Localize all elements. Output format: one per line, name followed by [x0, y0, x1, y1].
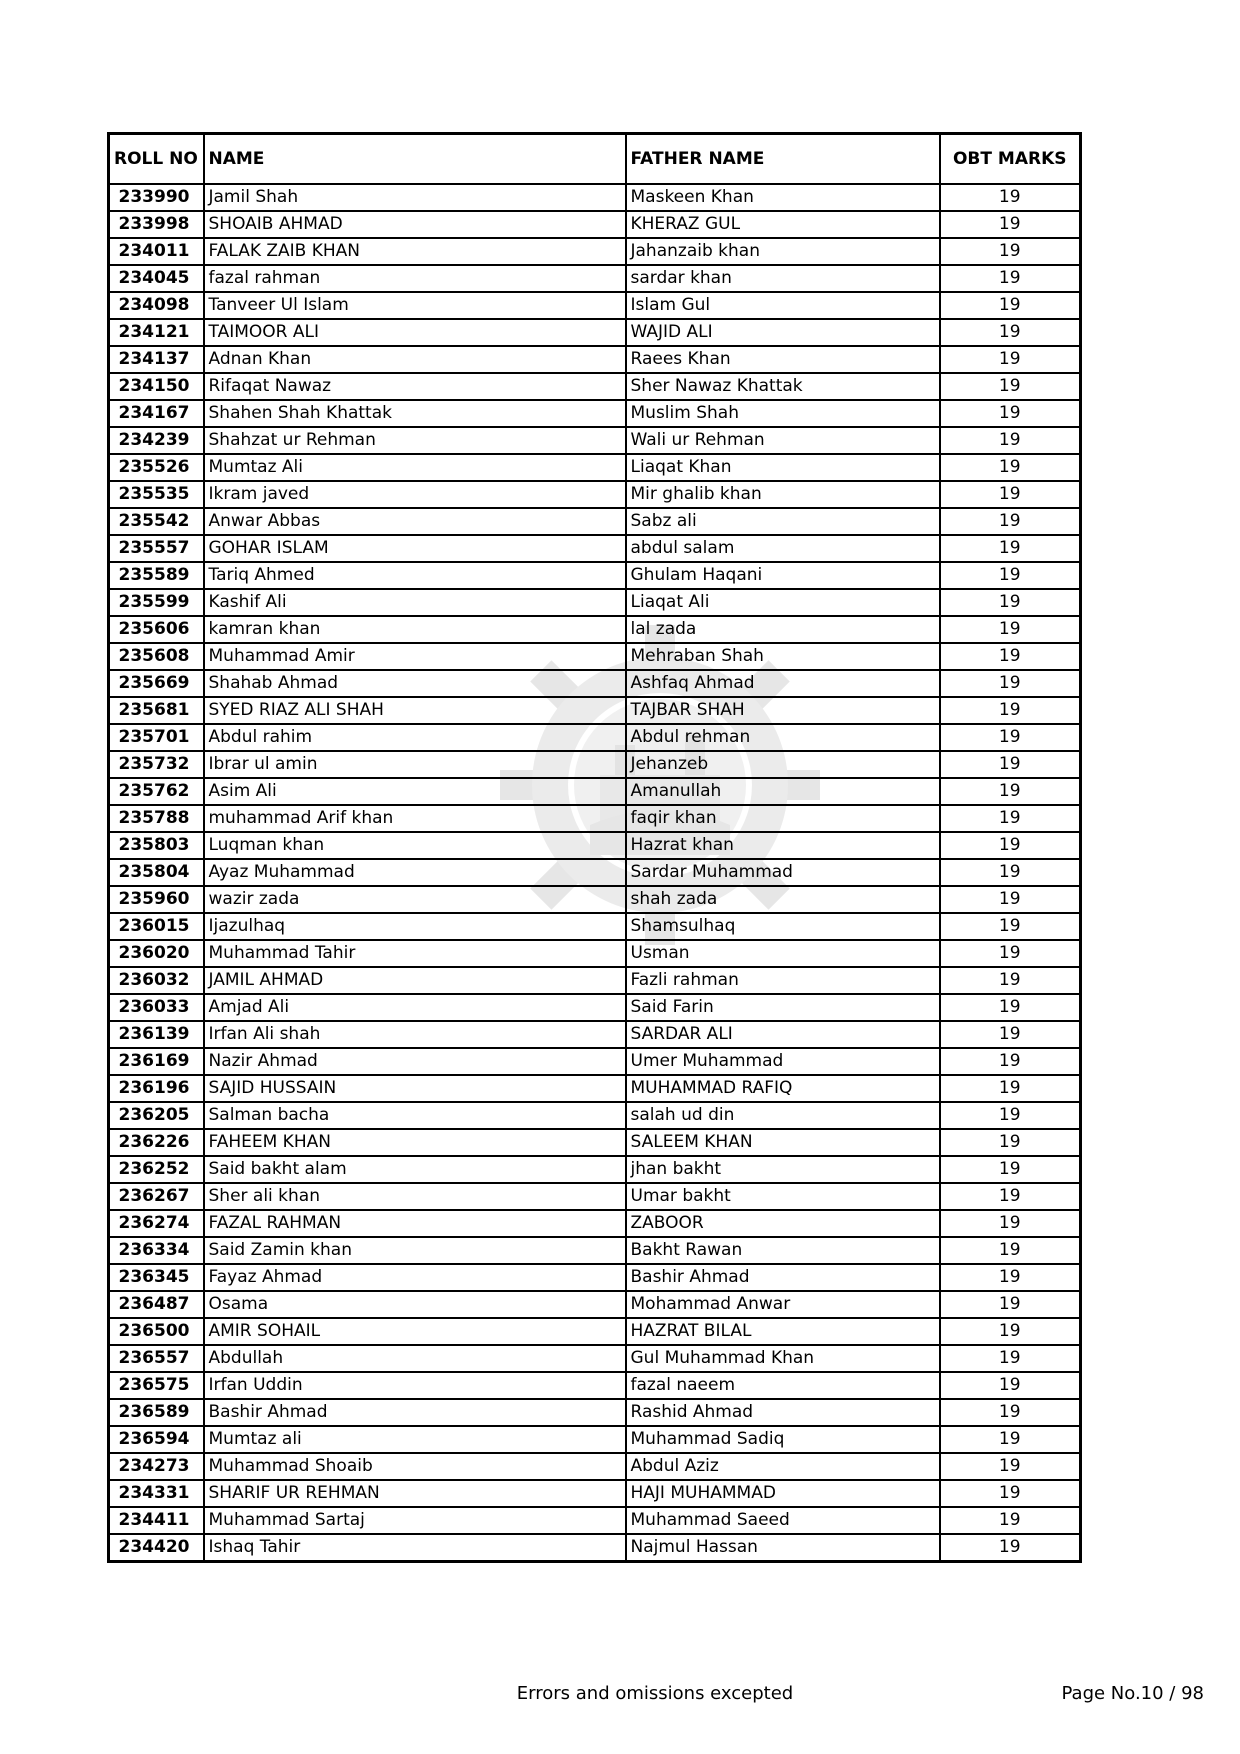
name-cell: Irfan Uddin — [204, 1372, 626, 1399]
roll-no-cell: 235762 — [109, 778, 204, 805]
roll-no-cell: 236139 — [109, 1021, 204, 1048]
table-row — [109, 373, 1081, 400]
table-row — [109, 940, 1081, 967]
name-cell: JAMIL AHMAD — [204, 967, 626, 994]
table-row — [109, 1345, 1081, 1372]
roll-no-cell: 236575 — [109, 1372, 204, 1399]
obt-marks-cell: 19 — [940, 1399, 1081, 1426]
obt-marks-cell: 19 — [940, 886, 1081, 913]
father-name-cell: Raees Khan — [626, 346, 940, 373]
name-cell: Shahen Shah Khattak — [204, 400, 626, 427]
name-cell: Said bakht alam — [204, 1156, 626, 1183]
father-name-cell: Umar bakht — [626, 1183, 940, 1210]
obt-marks-cell: 19 — [940, 1210, 1081, 1237]
roll-no-cell: 234098 — [109, 292, 204, 319]
father-name-cell: WAJID ALI — [626, 319, 940, 346]
father-name-cell: Ghulam Haqani — [626, 562, 940, 589]
table-row — [109, 211, 1081, 238]
father-name-cell: Mir ghalib khan — [626, 481, 940, 508]
roll-no-cell: 235599 — [109, 589, 204, 616]
header-name: NAME — [204, 134, 626, 185]
name-cell: Osama — [204, 1291, 626, 1318]
table-row — [109, 778, 1081, 805]
table-row — [109, 1399, 1081, 1426]
roll-no-cell: 236589 — [109, 1399, 204, 1426]
page-number: Page No.10 / 98 — [1061, 1683, 1204, 1704]
name-cell: Muhammad Tahir — [204, 940, 626, 967]
name-cell: Muhammad Amir — [204, 643, 626, 670]
name-cell: FALAK ZAIB KHAN — [204, 238, 626, 265]
father-name-cell: Abdul Aziz — [626, 1453, 940, 1480]
obt-marks-cell: 19 — [940, 1345, 1081, 1372]
father-name-cell: faqir khan — [626, 805, 940, 832]
name-cell: Ishaq Tahir — [204, 1534, 626, 1562]
father-name-cell: Umer Muhammad — [626, 1048, 940, 1075]
name-cell: Jamil Shah — [204, 184, 626, 211]
roll-no-cell: 235960 — [109, 886, 204, 913]
name-cell: Ayaz Muhammad — [204, 859, 626, 886]
table-row — [109, 1210, 1081, 1237]
name-cell: FAHEEM KHAN — [204, 1129, 626, 1156]
father-name-cell: Najmul Hassan — [626, 1534, 940, 1562]
father-name-cell: Jahanzaib khan — [626, 238, 940, 265]
roll-no-cell: 233998 — [109, 211, 204, 238]
name-cell: Tanveer Ul Islam — [204, 292, 626, 319]
father-name-cell: SALEEM KHAN — [626, 1129, 940, 1156]
roll-no-cell: 235542 — [109, 508, 204, 535]
roll-no-cell: 236274 — [109, 1210, 204, 1237]
roll-no-cell: 236334 — [109, 1237, 204, 1264]
father-name-cell: Sardar Muhammad — [626, 859, 940, 886]
table-header-row — [109, 134, 1081, 185]
name-cell: Muhammad Shoaib — [204, 1453, 626, 1480]
father-name-cell: HAZRAT BILAL — [626, 1318, 940, 1345]
obt-marks-cell: 19 — [940, 913, 1081, 940]
roll-no-cell: 236205 — [109, 1102, 204, 1129]
father-name-cell: Usman — [626, 940, 940, 967]
name-cell: fazal rahman — [204, 265, 626, 292]
roll-no-cell: 234045 — [109, 265, 204, 292]
name-cell: TAIMOOR ALI — [204, 319, 626, 346]
roll-no-cell: 236033 — [109, 994, 204, 1021]
obt-marks-cell: 19 — [940, 211, 1081, 238]
father-name-cell: salah ud din — [626, 1102, 940, 1129]
roll-no-cell: 236594 — [109, 1426, 204, 1453]
name-cell: Rifaqat Nawaz — [204, 373, 626, 400]
roll-no-cell: 236015 — [109, 913, 204, 940]
roll-no-cell: 235732 — [109, 751, 204, 778]
obt-marks-cell: 19 — [940, 562, 1081, 589]
roll-no-cell: 235803 — [109, 832, 204, 859]
name-cell: AMIR SOHAIL — [204, 1318, 626, 1345]
obt-marks-cell: 19 — [940, 373, 1081, 400]
table-row — [109, 1534, 1081, 1562]
obt-marks-cell: 19 — [940, 643, 1081, 670]
father-name-cell: Gul Muhammad Khan — [626, 1345, 940, 1372]
obt-marks-cell: 19 — [940, 859, 1081, 886]
roll-no-cell: 235608 — [109, 643, 204, 670]
obt-marks-cell: 19 — [940, 1507, 1081, 1534]
table-row — [109, 1237, 1081, 1264]
father-name-cell: abdul salam — [626, 535, 940, 562]
name-cell: Said Zamin khan — [204, 1237, 626, 1264]
obt-marks-cell: 19 — [940, 940, 1081, 967]
roll-no-cell: 236169 — [109, 1048, 204, 1075]
obt-marks-cell: 19 — [940, 319, 1081, 346]
table-row — [109, 1075, 1081, 1102]
roll-no-cell: 233990 — [109, 184, 204, 211]
table-row — [109, 832, 1081, 859]
obt-marks-cell: 19 — [940, 1534, 1081, 1562]
name-cell: Nazir Ahmad — [204, 1048, 626, 1075]
obt-marks-cell: 19 — [940, 427, 1081, 454]
table-row — [109, 1021, 1081, 1048]
father-name-cell: Liaqat Ali — [626, 589, 940, 616]
name-cell: SAJID HUSSAIN — [204, 1075, 626, 1102]
obt-marks-cell: 19 — [940, 805, 1081, 832]
table-row — [109, 238, 1081, 265]
obt-marks-cell: 19 — [940, 751, 1081, 778]
table-row — [109, 400, 1081, 427]
name-cell: SHARIF UR REHMAN — [204, 1480, 626, 1507]
obt-marks-cell: 19 — [940, 400, 1081, 427]
obt-marks-cell: 19 — [940, 589, 1081, 616]
roll-no-cell: 236487 — [109, 1291, 204, 1318]
obt-marks-cell: 19 — [940, 1048, 1081, 1075]
father-name-cell: MUHAMMAD RAFIQ — [626, 1075, 940, 1102]
obt-marks-cell: 19 — [940, 1372, 1081, 1399]
table-row — [109, 1129, 1081, 1156]
table-row — [109, 751, 1081, 778]
name-cell: Shahzat ur Rehman — [204, 427, 626, 454]
father-name-cell: Jehanzeb — [626, 751, 940, 778]
table-row — [109, 535, 1081, 562]
roll-no-cell: 234011 — [109, 238, 204, 265]
table-row — [109, 1453, 1081, 1480]
table-row — [109, 184, 1081, 211]
father-name-cell: KHERAZ GUL — [626, 211, 940, 238]
table-body — [109, 184, 1081, 1562]
table-row — [109, 913, 1081, 940]
table-row — [109, 1102, 1081, 1129]
obt-marks-cell: 19 — [940, 994, 1081, 1021]
header-roll-no: ROLL NO — [109, 134, 204, 185]
father-name-cell: TAJBAR SHAH — [626, 697, 940, 724]
roll-no-cell: 234273 — [109, 1453, 204, 1480]
name-cell: SHOAIB AHMAD — [204, 211, 626, 238]
roll-no-cell: 234167 — [109, 400, 204, 427]
table-row — [109, 319, 1081, 346]
obt-marks-cell: 19 — [940, 1021, 1081, 1048]
roll-no-cell: 236557 — [109, 1345, 204, 1372]
table-row — [109, 859, 1081, 886]
table-row — [109, 1480, 1081, 1507]
name-cell: Muhammad Sartaj — [204, 1507, 626, 1534]
father-name-cell: shah zada — [626, 886, 940, 913]
name-cell: Sher ali khan — [204, 1183, 626, 1210]
roll-no-cell: 235804 — [109, 859, 204, 886]
obt-marks-cell: 19 — [940, 1426, 1081, 1453]
father-name-cell: Sher Nawaz Khattak — [626, 373, 940, 400]
name-cell: Tariq Ahmed — [204, 562, 626, 589]
father-name-cell: Muhammad Saeed — [626, 1507, 940, 1534]
table-row — [109, 805, 1081, 832]
name-cell: Bashir Ahmad — [204, 1399, 626, 1426]
obt-marks-cell: 19 — [940, 1102, 1081, 1129]
roll-no-cell: 236032 — [109, 967, 204, 994]
table-row — [109, 616, 1081, 643]
name-cell: GOHAR ISLAM — [204, 535, 626, 562]
obt-marks-cell: 19 — [940, 1318, 1081, 1345]
table-row — [109, 1048, 1081, 1075]
obt-marks-cell: 19 — [940, 265, 1081, 292]
roll-no-cell: 236020 — [109, 940, 204, 967]
father-name-cell: jhan bakht — [626, 1156, 940, 1183]
name-cell: FAZAL RAHMAN — [204, 1210, 626, 1237]
obt-marks-cell: 19 — [940, 1237, 1081, 1264]
name-cell: Anwar Abbas — [204, 508, 626, 535]
name-cell: Ikram javed — [204, 481, 626, 508]
table-row — [109, 697, 1081, 724]
name-cell: Abdul rahim — [204, 724, 626, 751]
name-cell: muhammad Arif khan — [204, 805, 626, 832]
name-cell: Kashif Ali — [204, 589, 626, 616]
father-name-cell: Mohammad Anwar — [626, 1291, 940, 1318]
father-name-cell: lal zada — [626, 616, 940, 643]
obt-marks-cell: 19 — [940, 292, 1081, 319]
obt-marks-cell: 19 — [940, 454, 1081, 481]
table-row — [109, 1507, 1081, 1534]
table-row — [109, 454, 1081, 481]
roll-no-cell: 234239 — [109, 427, 204, 454]
name-cell: Adnan Khan — [204, 346, 626, 373]
name-cell: Mumtaz ali — [204, 1426, 626, 1453]
table-row — [109, 292, 1081, 319]
table-row — [109, 1291, 1081, 1318]
name-cell: Luqman khan — [204, 832, 626, 859]
roll-no-cell: 236252 — [109, 1156, 204, 1183]
results-table — [107, 132, 1082, 1563]
obt-marks-cell: 19 — [940, 697, 1081, 724]
father-name-cell: Amanullah — [626, 778, 940, 805]
obt-marks-cell: 19 — [940, 1453, 1081, 1480]
roll-no-cell: 235681 — [109, 697, 204, 724]
roll-no-cell: 234411 — [109, 1507, 204, 1534]
table-row — [109, 427, 1081, 454]
obt-marks-cell: 19 — [940, 778, 1081, 805]
name-cell: Amjad Ali — [204, 994, 626, 1021]
obt-marks-cell: 19 — [940, 832, 1081, 859]
table-row — [109, 967, 1081, 994]
obt-marks-cell: 19 — [940, 1183, 1081, 1210]
obt-marks-cell: 19 — [940, 535, 1081, 562]
obt-marks-cell: 19 — [940, 1291, 1081, 1318]
obt-marks-cell: 19 — [940, 1075, 1081, 1102]
father-name-cell: Said Farin — [626, 994, 940, 1021]
roll-no-cell: 236500 — [109, 1318, 204, 1345]
roll-no-cell: 234420 — [109, 1534, 204, 1562]
name-cell: kamran khan — [204, 616, 626, 643]
father-name-cell: Muslim Shah — [626, 400, 940, 427]
roll-no-cell: 235701 — [109, 724, 204, 751]
father-name-cell: Sabz ali — [626, 508, 940, 535]
father-name-cell: ZABOOR — [626, 1210, 940, 1237]
father-name-cell: Maskeen Khan — [626, 184, 940, 211]
name-cell: SYED RIAZ ALI SHAH — [204, 697, 626, 724]
father-name-cell: Fazli rahman — [626, 967, 940, 994]
father-name-cell: Rashid Ahmad — [626, 1399, 940, 1426]
table-row — [109, 1183, 1081, 1210]
father-name-cell: Bakht Rawan — [626, 1237, 940, 1264]
roll-no-cell: 235606 — [109, 616, 204, 643]
roll-no-cell: 235788 — [109, 805, 204, 832]
obt-marks-cell: 19 — [940, 1480, 1081, 1507]
table-row — [109, 670, 1081, 697]
roll-no-cell: 236267 — [109, 1183, 204, 1210]
roll-no-cell: 235535 — [109, 481, 204, 508]
table-row — [109, 1426, 1081, 1453]
obt-marks-cell: 19 — [940, 481, 1081, 508]
obt-marks-cell: 19 — [940, 724, 1081, 751]
roll-no-cell: 234331 — [109, 1480, 204, 1507]
obt-marks-cell: 19 — [940, 616, 1081, 643]
obt-marks-cell: 19 — [940, 346, 1081, 373]
father-name-cell: fazal naeem — [626, 1372, 940, 1399]
father-name-cell: Hazrat khan — [626, 832, 940, 859]
footer-note: Errors and omissions excepted — [516, 1683, 794, 1704]
name-cell: Fayaz Ahmad — [204, 1264, 626, 1291]
table-row — [109, 994, 1081, 1021]
roll-no-cell: 235669 — [109, 670, 204, 697]
obt-marks-cell: 19 — [940, 184, 1081, 211]
father-name-cell: Mehraban Shah — [626, 643, 940, 670]
roll-no-cell: 234150 — [109, 373, 204, 400]
father-name-cell: Muhammad Sadiq — [626, 1426, 940, 1453]
name-cell: Salman bacha — [204, 1102, 626, 1129]
header-father-name: FATHER NAME — [626, 134, 940, 185]
obt-marks-cell: 19 — [940, 670, 1081, 697]
father-name-cell: Bashir Ahmad — [626, 1264, 940, 1291]
roll-no-cell: 236345 — [109, 1264, 204, 1291]
obt-marks-cell: 19 — [940, 1129, 1081, 1156]
name-cell: wazir zada — [204, 886, 626, 913]
name-cell: Asim Ali — [204, 778, 626, 805]
name-cell: Ijazulhaq — [204, 913, 626, 940]
table-row — [109, 589, 1081, 616]
table-row — [109, 724, 1081, 751]
obt-marks-cell: 19 — [940, 238, 1081, 265]
table-row — [109, 886, 1081, 913]
father-name-cell: HAJI MUHAMMAD — [626, 1480, 940, 1507]
father-name-cell: Wali ur Rehman — [626, 427, 940, 454]
name-cell: Shahab Ahmad — [204, 670, 626, 697]
table-row — [109, 346, 1081, 373]
father-name-cell: Islam Gul — [626, 292, 940, 319]
roll-no-cell: 235557 — [109, 535, 204, 562]
table-row — [109, 643, 1081, 670]
father-name-cell: sardar khan — [626, 265, 940, 292]
roll-no-cell: 236226 — [109, 1129, 204, 1156]
father-name-cell: Abdul rehman — [626, 724, 940, 751]
roll-no-cell: 234121 — [109, 319, 204, 346]
name-cell: Mumtaz Ali — [204, 454, 626, 481]
roll-no-cell: 235589 — [109, 562, 204, 589]
table-row — [109, 508, 1081, 535]
obt-marks-cell: 19 — [940, 508, 1081, 535]
roll-no-cell: 235526 — [109, 454, 204, 481]
table-row — [109, 1156, 1081, 1183]
table-row — [109, 1318, 1081, 1345]
name-cell: Ibrar ul amin — [204, 751, 626, 778]
header-obt-marks: OBT MARKS — [940, 134, 1081, 185]
name-cell: Abdullah — [204, 1345, 626, 1372]
father-name-cell: SARDAR ALI — [626, 1021, 940, 1048]
name-cell: Irfan Ali shah — [204, 1021, 626, 1048]
father-name-cell: Ashfaq Ahmad — [626, 670, 940, 697]
table-row — [109, 1372, 1081, 1399]
roll-no-cell: 236196 — [109, 1075, 204, 1102]
table-row — [109, 562, 1081, 589]
obt-marks-cell: 19 — [940, 1156, 1081, 1183]
obt-marks-cell: 19 — [940, 967, 1081, 994]
roll-no-cell: 234137 — [109, 346, 204, 373]
father-name-cell: Shamsulhaq — [626, 913, 940, 940]
table-row — [109, 481, 1081, 508]
father-name-cell: Liaqat Khan — [626, 454, 940, 481]
table-row — [109, 265, 1081, 292]
table-row — [109, 1264, 1081, 1291]
obt-marks-cell: 19 — [940, 1264, 1081, 1291]
